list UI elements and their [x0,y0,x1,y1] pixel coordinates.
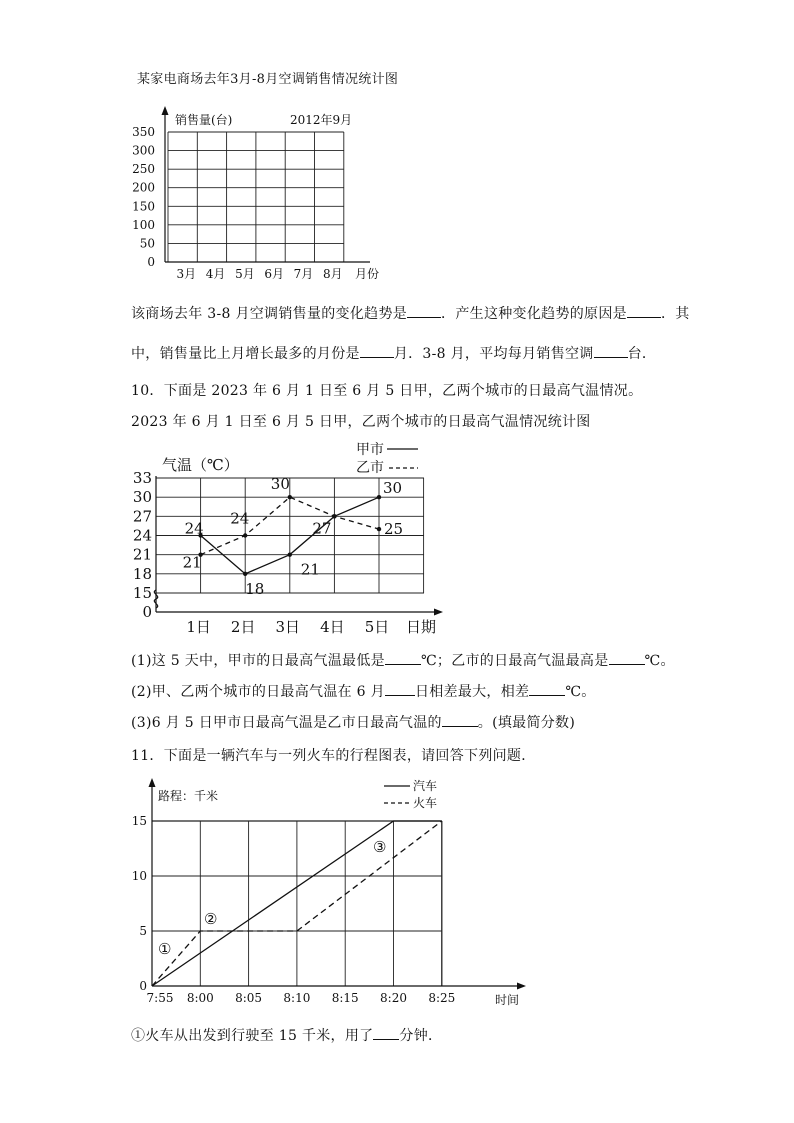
travel-chart-grid [152,821,442,986]
sales-chart-grid [168,132,344,262]
q10-intro: 10．下面是 2023 年 6 月 1 日至 6 月 5 日甲，乙两个城市的日最高气温情况。 [131,383,643,399]
y-axis-arrow [149,778,156,787]
y-tick-label: 100 [132,217,155,232]
legend-label-car: 汽车 [413,779,438,793]
q10-1-b: ℃；乙市的日最高气温最高是 [420,653,609,669]
data-point-yi [377,527,381,531]
y-tick-label: 10 [131,869,147,883]
answer-blank-yi-max[interactable] [609,650,645,665]
sales-chart-xlabel: 月份 [355,267,380,281]
answer-blank-minutes[interactable] [373,1025,399,1040]
answer-blank-month[interactable] [360,343,394,358]
travel-chart [130,770,550,1015]
q10-part-3 [131,712,575,732]
x-axis-arrow [517,983,526,990]
annotation-3: ③ [373,838,387,856]
x-tick-label: 3月 [176,267,197,281]
q10-2-a: (2)甲、乙两个城市的日最高气温在 6 月 [131,684,385,700]
sales-chart-axes [162,106,371,262]
data-label-jia: 18 [245,579,265,598]
x-tick-label: 8:10 [283,991,311,1005]
y-tick-label: 33 [132,469,152,487]
travel-chart-xlabel: 时间 [495,993,520,1007]
data-point-yi [243,533,247,537]
legend-label-yi: 乙市 [356,460,384,476]
travel-chart-legend [384,779,437,810]
sales-chart-title: 2012年9月 [290,113,353,127]
answer-blank-reason[interactable] [627,303,661,318]
temperature-chart-ylabel: 气温（℃） [162,456,239,474]
y-tick-label: 27 [132,507,152,526]
x-tick-label: 8月 [322,267,343,281]
answer-blank-day[interactable] [385,681,415,696]
x-tick-label: 7月 [293,267,314,281]
x-tick-label: 2日 [230,618,256,636]
q10-2-c: ℃。 [565,684,596,700]
q10-1-c: ℃。 [644,653,675,669]
q10-2-b: 日相差最大，相差 [414,684,530,700]
q11-1-a: ①火车从出发到行驶至 15 千米，用了 [131,1028,374,1044]
q9-line2-a: 中，销售量比上月增长最多的月份是 [131,346,360,362]
x-tick-label: 5月 [235,267,255,281]
annotation-1: ① [158,940,172,958]
y-tick-label: 30 [132,488,152,507]
q9-line1-c: ．其 [660,306,690,322]
x-tick-label: 6月 [264,267,285,281]
chart2-caption: 2023 年 6 月 1 日至 6 月 5 日甲，乙两个城市的日最高气温情况统计图 [131,414,591,430]
answer-blank-trend[interactable] [407,303,441,318]
q11-1-b: 分钟． [399,1028,443,1044]
x-tick-label: 5日 [364,618,390,636]
x-tick-label: 4日 [320,618,345,636]
y-tick-label: 21 [132,545,152,564]
x-tick-label: 4月 [205,267,226,281]
y-tick-label: 250 [132,162,155,177]
data-label-jia: 30 [383,479,403,498]
chart1-caption: 某家电商场去年3月-8月空调销售情况统计图 [137,72,399,87]
data-label-jia: 27 [312,519,332,538]
q10-part-1 [131,650,675,670]
y-tick-label: 24 [132,526,152,545]
answer-blank-average[interactable] [594,343,628,358]
travel-chart-ylabel: 路程：千米 [158,789,219,803]
q10-3-b: 。(填最简分数) [477,715,576,731]
q9-line1-a: 该商场去年 3-8 月空调销售量的变化趋势是 [131,306,408,322]
data-label-yi: 30 [270,475,290,494]
x-axis-arrow [434,609,443,616]
legend-label-train: 火车 [413,796,438,810]
q9-line-2 [131,343,656,363]
x-tick-label: 1日 [186,618,211,636]
x-tick-label: 8:05 [235,991,263,1005]
sales-chart-ylabel: 销售量(台) [175,113,233,127]
sales-chart [120,100,420,290]
q11-intro: 11．下面是一辆汽车与一列火车的行程图表，请回答下列问题． [131,748,536,764]
data-point-yi [288,495,292,499]
x-tick-label: 8:00 [186,991,214,1005]
q10-3-a: (3)6 月 5 日甲市日最高气温是乙市日最高气温的 [131,715,442,731]
q9-line1-b: ．产生这种变化趋势的原因是 [441,306,627,322]
q10-part-2 [131,681,596,701]
q9-line-1 [131,303,690,323]
y-tick-label: 0 [139,979,147,993]
x-tick-label: 8:25 [428,991,456,1005]
x-tick-label: 7:55 [146,991,174,1005]
y-tick-label: 150 [132,199,155,214]
y-tick-label: 5 [139,924,147,938]
answer-blank-fraction[interactable] [442,712,478,727]
data-point-yi [332,514,336,518]
data-point-jia [243,572,247,576]
answer-blank-diff[interactable] [529,681,565,696]
temperature-chart-legend [356,442,418,476]
y-tick-label: 300 [132,143,155,158]
q9-line2-c: 台． [627,346,657,362]
y-tick-label: 200 [132,180,155,195]
answer-blank-jia-min[interactable] [385,650,421,665]
legend-label-jia: 甲市 [356,442,384,458]
q11-part-1 [131,1025,442,1045]
y-tick-label: 18 [132,564,152,583]
y-tick-label: 350 [132,125,155,139]
data-label-yi: 21 [182,553,202,572]
y-tick-label: 0 [147,255,155,269]
data-label-jia: 21 [300,560,320,579]
y-axis-arrow [162,106,169,115]
y-tick-label: 0 [142,603,152,621]
data-point-jia [288,552,292,556]
temperature-chart-xlabel: 日期 [406,618,437,636]
q10-1-a: (1)这 5 天中，甲市的日最高气温最低是 [131,653,385,669]
annotation-2: ② [204,910,218,928]
data-label-jia: 24 [184,519,204,538]
y-tick-label: 15 [131,814,147,828]
data-label-yi: 24 [230,509,250,528]
travel-chart-axes [149,778,527,990]
q9-line2-b: 月．3-8 月，平均每月销售空调 [393,346,594,362]
x-tick-label: 3日 [275,618,301,636]
temperature-chart [130,440,460,640]
y-tick-label: 15 [132,584,152,602]
y-tick-label: 50 [139,236,155,251]
data-point-jia [377,495,381,499]
x-tick-label: 8:15 [331,991,359,1005]
data-label-yi: 25 [384,520,404,539]
x-tick-label: 8:20 [380,991,407,1005]
